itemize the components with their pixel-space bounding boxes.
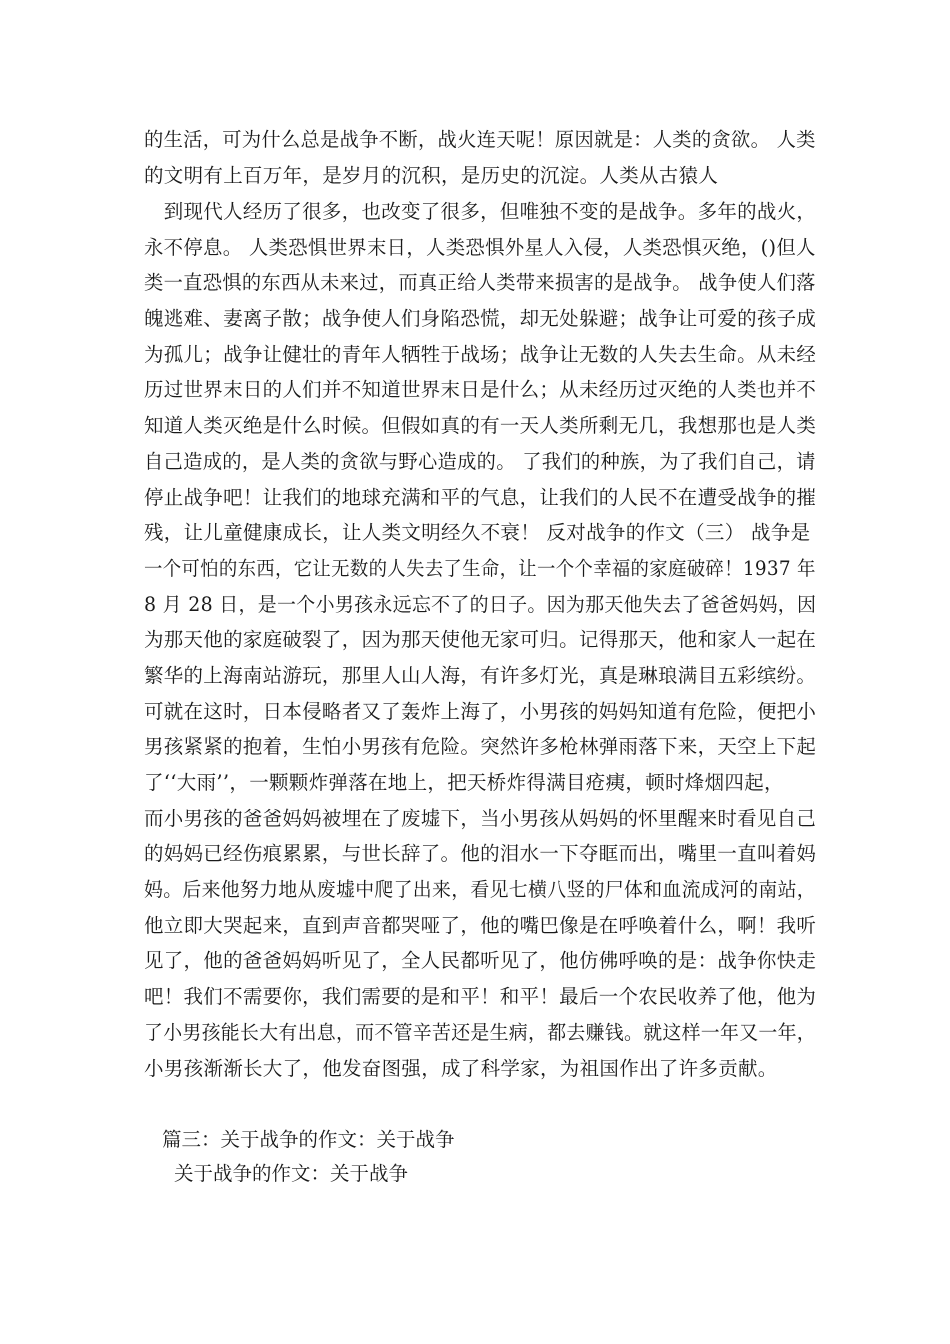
text-line: 类一直恐惧的东西从未来过，而真正给人类带来损害的是战争。 战争使人们落: [144, 271, 816, 295]
text-line: 历过世界末日的人们并不知道世界末日是什么；从未经历过灭绝的人类也并不: [144, 378, 817, 402]
text-line: 了小男孩能长大有出息，而不管辛苦还是生病，都去赚钱。就这样一年又一年，: [144, 1020, 817, 1044]
text-line: 可就在这时，日本侵略者又了轰炸上海了，小男孩的妈妈知道有危险，便把小: [144, 699, 817, 723]
text-line: 了‘‘大雨’’，一颗颗炸弹落在地上，把天桥炸得满目疮痍，顿时烽烟四起，: [144, 771, 784, 794]
text-line: 魄逃难、妻离子散；战争使人们身陷恐慌，却无处躲避；战争让可爱的孩子成: [144, 307, 817, 331]
text-line: 男孩紧紧的抱着，生怕小男孩有危险。突然许多枪林弹雨落下来，天空上下起: [144, 735, 817, 759]
text-line: 妈。后来他努力地从废墟中爬了出来，看见七横八竖的尸体和血流成河的南站，: [144, 878, 817, 902]
text-line: 见了，他的爸爸妈妈听见了，全人民都听见了，他仿佛呼唤的是：战争你快走: [144, 949, 817, 973]
text-line: 的生活，可为什么总是战争不断，战火连天呢！原因就是：人类的贪欲。 人类: [144, 128, 816, 151]
text-line: 8 月 28 日，是一个小男孩永远忘不了的日子。因为那天他失去了爸爸妈妈，因: [144, 592, 817, 616]
paragraph-1: [144, 122, 816, 193]
text-line: 为那天他的家庭破裂了，因为那天使他无家可归。记得那天，他和家人一起在: [144, 628, 817, 652]
text-line: 知道人类灭绝是什么时候。但假如真的有一天人类所剩无几，我想那也是人类: [144, 414, 817, 438]
text-line: 残，让儿童健康成长，让人类文明经久不衰！ 反对战争的作文（三） 战争是: [144, 521, 811, 545]
text-line: 吧！我们不需要你，我们需要的是和平！和平！最后一个农民收养了他，他为: [144, 985, 817, 1009]
text-line: 为孤儿；战争让健壮的青年人牺牲于战场；战争让无数的人失去生命。从未经: [144, 342, 817, 366]
text-line: 小男孩渐渐长大了，他发奋图强，成了科学家，为祖国作出了许多贡献。: [144, 1056, 778, 1080]
text-line: 到现代人经历了很多，也改变了很多，但唯独不变的是战争。多年的战火，: [144, 200, 817, 223]
article-title: 关于战争的作文：关于战争: [174, 1162, 409, 1185]
text-line: 永不停息。 人类恐惧世界末日，人类恐惧外星人入侵，人类恐惧灭绝，()但人: [144, 235, 816, 259]
text-line: 繁华的上海南站游玩，那里人山人海，有许多灯光，真是琳琅满目五彩缤纷。: [144, 663, 817, 687]
text-line: 一个可怕的东西，它让无数的人失去了生命，让一个个幸福的家庭破碎！1937 年: [144, 556, 816, 580]
section-heading: 篇三：关于战争的作文：关于战争: [162, 1128, 455, 1151]
text-line: 而小男孩的爸爸妈妈被埋在了废墟下，当小男孩从妈妈的怀里醒来时看见自己: [144, 806, 817, 830]
text-line: 停止战争吧！让我们的地球充满和平的气息，让我们的人民不在遭受战争的摧: [144, 485, 817, 509]
text-line: 他立即大哭起来，直到声音都哭哑了，他的嘴巴像是在呼唤着什么，啊！我听: [144, 913, 817, 937]
paragraph-2: [144, 194, 816, 1086]
text-line: 自己造成的，是人类的贪欲与野心造成的。 了我们的种族，为了我们自己，请: [144, 449, 816, 473]
text-line: 的妈妈已经伤痕累累，与世长辞了。他的泪水一下夺眶而出，嘴里一直叫着妈: [144, 842, 817, 866]
text-line: 的文明有上百万年，是岁月的沉积，是历史的沉淀。人类从古猿人: [144, 163, 719, 187]
